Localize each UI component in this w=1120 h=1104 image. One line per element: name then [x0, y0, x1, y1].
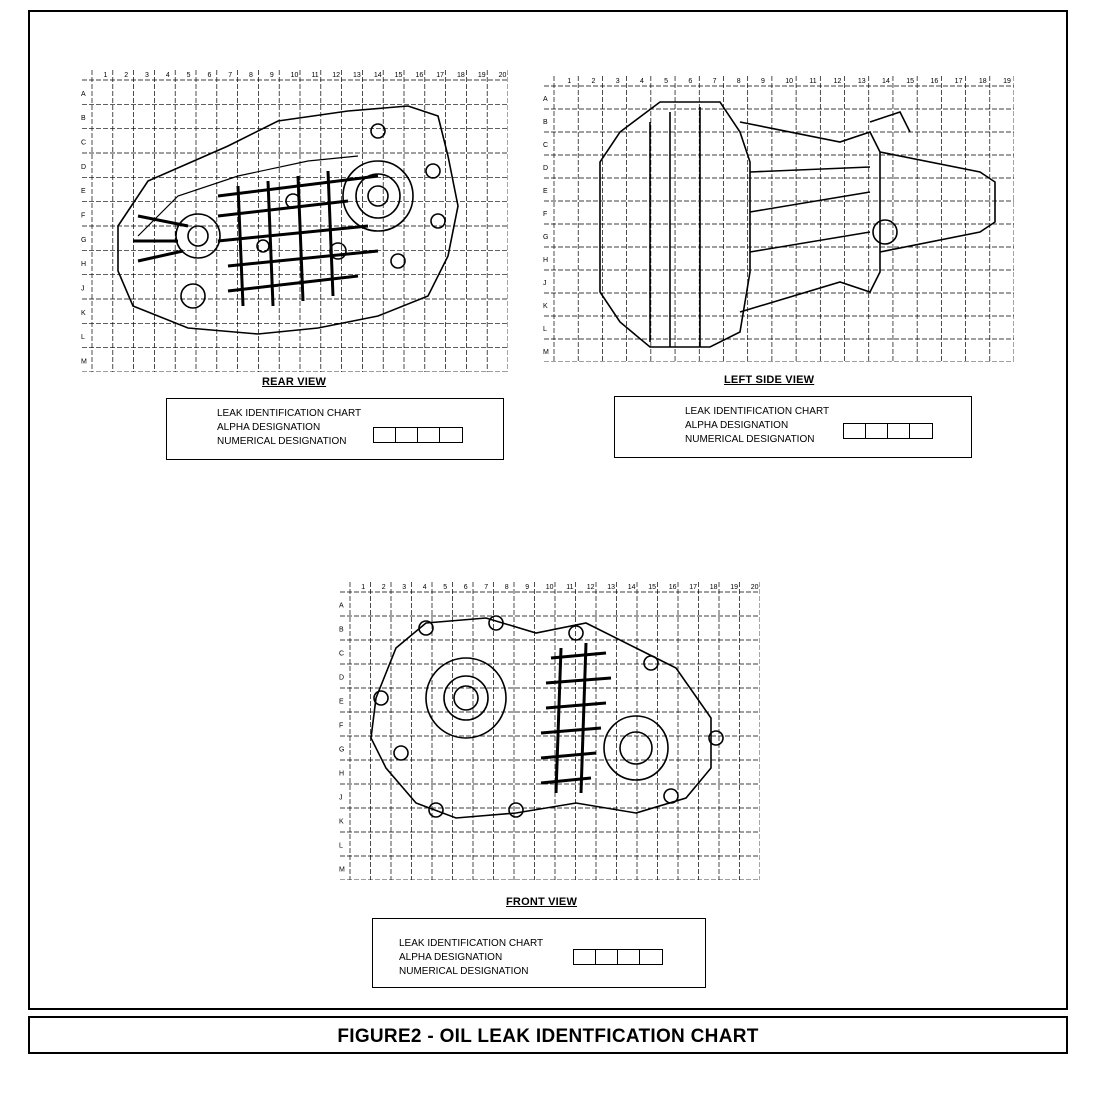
grid-column-number: 13 — [607, 584, 616, 591]
rear-case-outline — [118, 106, 458, 334]
grid-column-number: 9 — [761, 78, 765, 85]
left-side-view-label: LEFT SIDE VIEW — [724, 374, 815, 386]
grid-column-number: 9 — [525, 584, 530, 591]
grid-column-number: 10 — [545, 584, 554, 591]
grid-column-number: 8 — [504, 584, 509, 591]
grid-column-number: 16 — [668, 584, 677, 591]
legend-title: LEAK IDENTIFICATION CHART — [399, 938, 544, 949]
left-side-view-grid — [540, 72, 1014, 362]
grid-column-number: 15 — [906, 78, 915, 85]
grid-row-letter: C — [81, 139, 87, 147]
grid-column-number: 18 — [457, 72, 465, 79]
grid-column-number: 16 — [415, 72, 424, 79]
rear-view-label: REAR VIEW — [262, 376, 327, 388]
legend-alpha-label: ALPHA DESIGNATION — [685, 420, 789, 431]
grid-column-number: 1 — [567, 78, 572, 85]
caption-bar — [28, 1016, 1068, 1054]
grid-column-number: 18 — [709, 584, 718, 591]
grid-column-number: 13 — [857, 78, 866, 85]
grid-column-number: 10 — [785, 78, 794, 85]
designation-boxes — [843, 423, 933, 439]
grid-row-letter: H — [339, 770, 345, 778]
grid-column-number: 3 — [145, 72, 149, 79]
grid-row-letter: L — [543, 325, 547, 333]
front-view-grid — [336, 578, 760, 880]
designation-boxes — [373, 427, 463, 443]
grid-column-number: 2 — [591, 78, 596, 85]
grid-column-number: 2 — [381, 584, 386, 591]
grid-column-number: 7 — [228, 72, 233, 79]
legend-numerical-label: NUMERICAL DESIGNATION — [685, 434, 815, 445]
designation-box — [574, 950, 596, 964]
grid-column-number: 14 — [373, 72, 382, 79]
grid-row-letter: B — [81, 115, 86, 123]
grid-row-letter: D — [543, 164, 549, 172]
grid-column-number: 4 — [165, 72, 170, 79]
grid-column-number: 6 — [207, 72, 212, 79]
grid-row-letter: K — [81, 309, 86, 317]
grid-row-letter: A — [543, 95, 548, 103]
grid-column-number: 19 — [730, 584, 739, 591]
designation-box — [888, 424, 910, 438]
grid-row-letter: B — [339, 626, 344, 634]
grid-column-number: 7 — [712, 78, 717, 85]
grid-column-number: 4 — [422, 584, 427, 591]
grid-row-letter: M — [339, 866, 345, 874]
legend-alpha-label: ALPHA DESIGNATION — [399, 952, 503, 963]
grid-column-number: 15 — [648, 584, 657, 591]
grid-column-number: 8 — [249, 72, 253, 79]
grid-row-letter: F — [81, 212, 86, 220]
designation-box — [396, 428, 418, 442]
grid-column-number: 16 — [930, 78, 939, 85]
grid-row-letter: K — [543, 302, 548, 310]
left-case-outline — [600, 102, 995, 347]
grid-row-letter: C — [543, 141, 549, 149]
grid-column-number: 20 — [498, 72, 507, 79]
grid-row-letter: L — [81, 334, 85, 342]
grid-column-number: 17 — [436, 72, 445, 79]
grid-row-letter: C — [339, 650, 345, 658]
grid-column-number: 3 — [615, 78, 620, 85]
grid-row-letter: D — [339, 674, 345, 682]
grid-column-number: 5 — [443, 584, 448, 591]
grid-column-number: 4 — [639, 78, 644, 85]
grid-column-number: 9 — [269, 72, 274, 79]
grid-row-letter: E — [81, 188, 86, 196]
designation-box — [596, 950, 618, 964]
grid-column-number: 19 — [477, 72, 486, 79]
grid-row-letter: F — [543, 210, 548, 218]
grid-column-number: 2 — [124, 72, 129, 79]
grid-row-letter: M — [81, 358, 87, 366]
grid-column-number: 12 — [332, 72, 341, 79]
designation-box — [418, 428, 440, 442]
grid-column-number: 14 — [627, 584, 636, 591]
front-view-diagram — [336, 578, 760, 880]
designation-boxes — [573, 949, 663, 965]
figure-caption: FIGURE2 - OIL LEAK IDENTFICATION CHART — [337, 1026, 759, 1047]
grid-row-letter: J — [339, 794, 343, 802]
grid-row-letter: M — [543, 348, 549, 356]
grid-column-number: 12 — [586, 584, 595, 591]
legend-numerical-label: NUMERICAL DESIGNATION — [217, 436, 347, 447]
grid-row-letter: H — [81, 261, 87, 269]
grid-row-letter: A — [81, 90, 86, 98]
grid-column-number: 12 — [833, 78, 842, 85]
legend-title: LEAK IDENTIFICATION CHART — [685, 406, 830, 417]
grid-column-number: 18 — [978, 78, 987, 85]
designation-box — [618, 950, 640, 964]
grid-column-number: 15 — [394, 72, 403, 79]
grid-column-number: 13 — [353, 72, 361, 79]
grid-row-letter: K — [339, 818, 344, 826]
grid-row-letter: F — [339, 722, 344, 730]
front-case-ribs — [541, 643, 611, 793]
legend-title: LEAK IDENTIFICATION CHART — [217, 408, 362, 419]
grid-row-letter: G — [543, 233, 549, 241]
grid-column-number: 11 — [809, 78, 817, 85]
grid-row-letter: A — [339, 602, 344, 610]
grid-column-number: 20 — [750, 584, 759, 591]
rear-view-diagram — [78, 66, 508, 372]
grid-column-number: 6 — [463, 584, 468, 591]
grid-column-number: 1 — [103, 72, 108, 79]
designation-box — [844, 424, 866, 438]
legend-alpha-label: ALPHA DESIGNATION — [217, 422, 321, 433]
designation-box — [866, 424, 888, 438]
rear-view-grid — [78, 66, 508, 372]
rear-legend-box — [166, 398, 504, 460]
grid-column-number: 3 — [402, 584, 407, 591]
grid-row-letter: E — [543, 187, 548, 195]
grid-row-letter: G — [339, 746, 345, 754]
grid-column-number: 14 — [882, 78, 890, 85]
grid-row-letter: J — [81, 285, 85, 293]
grid-row-letter: H — [543, 256, 549, 264]
grid-column-number: 19 — [1003, 78, 1011, 85]
grid-row-letter: G — [81, 236, 87, 244]
grid-column-number: 7 — [484, 584, 489, 591]
grid-row-letter: J — [543, 279, 547, 287]
grid-row-letter: B — [543, 118, 548, 126]
grid-row-letter: E — [339, 698, 344, 706]
grid-column-number: 17 — [954, 78, 963, 85]
grid-row-letter: L — [339, 842, 343, 850]
legend-numerical-label: NUMERICAL DESIGNATION — [399, 966, 529, 977]
grid-column-number: 6 — [688, 78, 693, 85]
grid-column-number: 17 — [689, 584, 698, 591]
front-view-label: FRONT VIEW — [506, 896, 578, 908]
left-side-legend-box — [614, 396, 972, 458]
designation-box — [910, 424, 932, 438]
grid-column-number: 8 — [736, 78, 741, 85]
designation-box — [440, 428, 462, 442]
grid-column-number: 10 — [290, 72, 299, 79]
designation-box — [640, 950, 662, 964]
grid-row-letter: D — [81, 163, 87, 171]
front-legend-box — [372, 918, 706, 988]
front-case-outline — [371, 616, 723, 818]
grid-column-number: 5 — [186, 72, 191, 79]
grid-column-number: 1 — [361, 584, 366, 591]
grid-column-number: 11 — [311, 72, 319, 79]
left-side-view-diagram — [540, 72, 1014, 362]
grid-column-number: 5 — [664, 78, 669, 85]
designation-box — [374, 428, 396, 442]
grid-column-number: 11 — [566, 584, 574, 591]
